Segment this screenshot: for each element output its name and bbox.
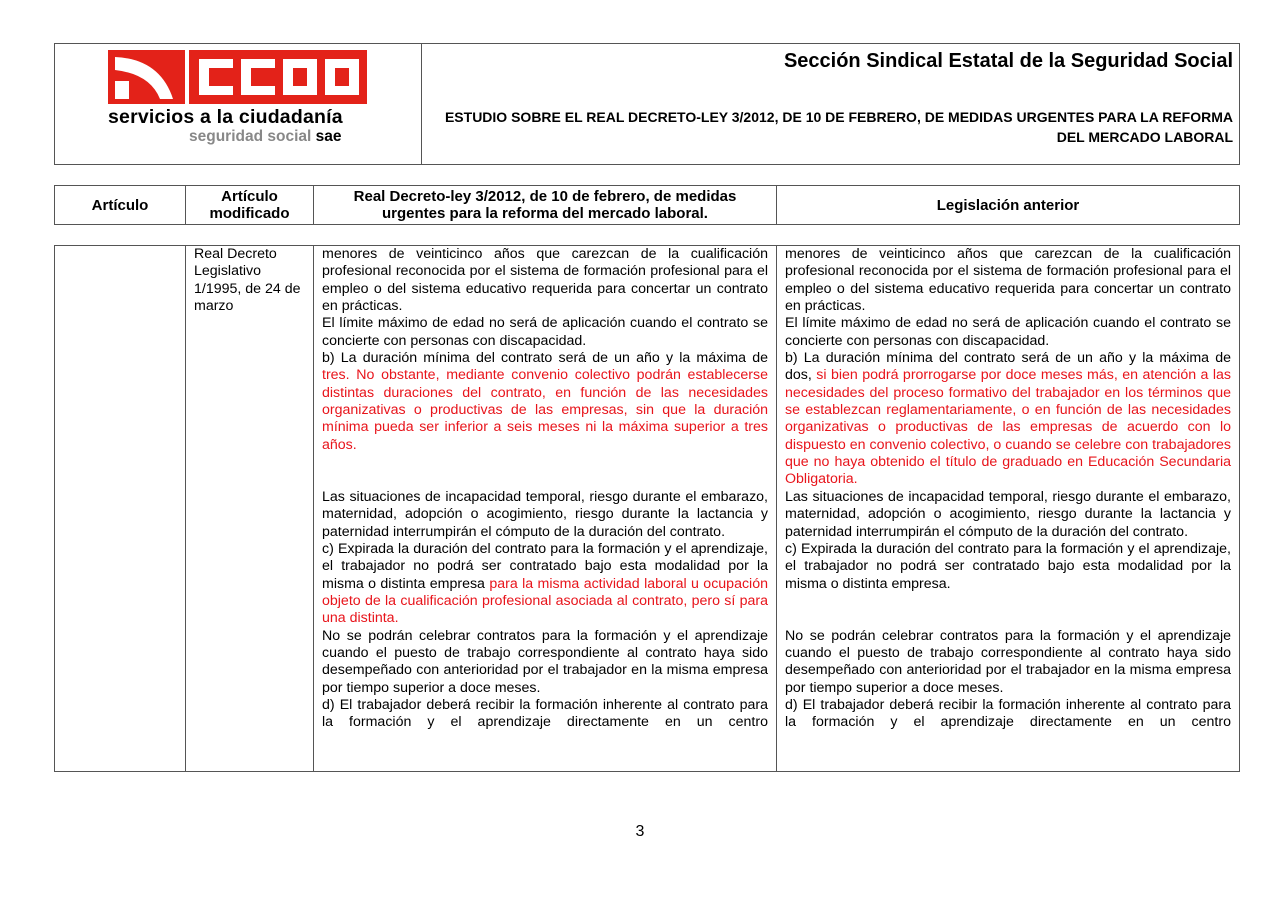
column-headers bbox=[54, 185, 1240, 225]
cell-articulo bbox=[55, 246, 186, 771]
logo-line2-dark: sae bbox=[315, 128, 342, 145]
logo-line2-gray: seguridad social bbox=[189, 128, 312, 145]
text-run: Las situaciones de incapacidad temporal, riesgo durante el embarazo, maternidad, adopción o acogimiento, riesgo durante la lactancia y paternidad interrumpirán el cómputo de la duración del contrato. bbox=[322, 488, 768, 540]
paragraph bbox=[322, 315, 768, 350]
logo bbox=[55, 44, 422, 164]
cell-legislacion-anterior-text bbox=[777, 246, 1239, 771]
text-run: El límite máximo de edad no será de aplicación cuando el contrato se concierte con personas con discapacidad. bbox=[322, 315, 768, 349]
paragraph bbox=[785, 489, 1231, 541]
paragraph bbox=[322, 350, 768, 454]
header-real-decreto: Real Decreto-ley 3/2012, de 10 de febrero, de medidas urgentes para la reforma del mercado laboral. bbox=[314, 186, 777, 224]
logo-line2 bbox=[189, 128, 342, 146]
paragraph bbox=[785, 541, 1231, 593]
paragraph bbox=[322, 697, 768, 732]
text-run: menores de veinticinco años que carezcan de la cualificación profesional reconocida por el sistema de formación profesional para el empleo o del sistema educativo requerida para concertar un contrato en prácticas. bbox=[785, 246, 1231, 315]
comparison-table bbox=[54, 245, 1240, 772]
paragraph bbox=[785, 315, 1231, 350]
text-run: No se podrán celebrar contratos para la formación y el aprendizaje cuando el puesto de trabajo correspondiente al contrato haya sido desempeñado con anterioridad por el trabajador en la misma empresa por tiempo superior a doce meses. bbox=[785, 627, 1231, 696]
paragraph bbox=[785, 350, 1231, 489]
text-run: c) Expirada la duración del contrato para la formación y el aprendizaje, el trabajador no podrá ser contratado bajo esta modalidad por la misma o distinta empresa bbox=[322, 540, 768, 592]
text-run: b) La duración mínima del contrato será de un año y la máxima de bbox=[322, 350, 768, 367]
text-run: menores de veinticinco años que carezcan de la cualificación profesional reconocida por el sistema de formación profesional para el empleo o del sistema educativo requerida para concertar un contrato en prácticas. bbox=[322, 246, 768, 315]
paragraph bbox=[322, 541, 768, 628]
cell-real-decreto-text bbox=[314, 246, 777, 771]
ccoo-logo-icon bbox=[55, 44, 421, 114]
header-articulo: Artículo bbox=[55, 186, 186, 224]
text-run: d) El trabajador deberá recibir la formación inherente al contrato para la formación y el aprendizaje directamente en un centro bbox=[322, 696, 768, 731]
logo-line1: servicios a la ciudadanía bbox=[108, 106, 343, 128]
blank-line bbox=[785, 593, 1231, 610]
cell-articulo-modificado: Real Decreto Legislativo 1/1995, de 24 de marzo bbox=[186, 246, 314, 771]
section-title: Sección Sindical Estatal de la Seguridad Social bbox=[783, 50, 1233, 72]
page-number: 3 bbox=[635, 823, 645, 840]
blank-line bbox=[322, 471, 768, 488]
paragraph bbox=[785, 697, 1231, 732]
text-run: Las situaciones de incapacidad temporal, riesgo durante el embarazo, maternidad, adopción o acogimiento, riesgo durante la lactancia y paternidad interrumpirán el cómputo de la duración del contrato. bbox=[785, 488, 1231, 540]
paragraph bbox=[785, 246, 1231, 315]
paragraph bbox=[322, 628, 768, 697]
text-run: d) El trabajador deberá recibir la formación inherente al contrato para la formación y el aprendizaje directamente en un centro bbox=[785, 696, 1231, 731]
study-title: ESTUDIO SOBRE EL REAL DECRETO-LEY 3/2012, DE 10 DE FEBRERO, DE MEDIDAS URGENTES PARA LA REFORMA DEL MERCADO LABORAL bbox=[444, 109, 1233, 145]
changed-text: tres. No obstante, mediante convenio colectivo podrán establecerse distintas duraciones del contrato, en función de las necesidades organizativas o productivas de las empresas, sin que la duración mínima pueda ser inferior a seis meses ni la máxima superior a tres años. bbox=[322, 367, 768, 453]
header-legislacion-anterior: Legislación anterior bbox=[936, 196, 1080, 214]
text-run: El límite máximo de edad no será de aplicación cuando el contrato se concierte con personas con discapacidad. bbox=[785, 315, 1231, 349]
header-articulo-modificado: Artículo modificado bbox=[186, 186, 314, 224]
changed-text: para la misma actividad laboral u ocupación objeto de la cualificación profesional asociada al contrato, pero sí para una distinta. bbox=[322, 575, 768, 627]
text-run: c) Expirada la duración del contrato para la formación y el aprendizaje, el trabajador no podrá ser contratado bajo esta modalidad por la misma o distinta empresa. bbox=[785, 540, 1231, 592]
text-run: b) La duración mínima del contrato será de un año y la máxima de dos, bbox=[785, 350, 1231, 384]
document-header bbox=[54, 43, 1240, 165]
paragraph bbox=[785, 628, 1231, 697]
paragraph bbox=[322, 489, 768, 541]
text-run: No se podrán celebrar contratos para la formación y el aprendizaje cuando el puesto de trabajo correspondiente al contrato haya sido desempeñado con anterioridad por el trabajador en la misma empresa por tiempo superior a doce meses. bbox=[322, 627, 768, 696]
paragraph bbox=[322, 246, 768, 315]
changed-text: si bien podrá prorrogarse por doce meses más, en atención a las necesidades del proceso formativo del trabajador en los términos que se establezcan reglamentariamente, o en función de las necesidades organizativas o productivas de las empresas de acuerdo con lo dispuesto en convenio colectivo, o cuando se celebre con trabajadores que no haya obtenido el título de graduado en Educación Secundaria Obligatoria. bbox=[785, 367, 1231, 488]
blank-line bbox=[785, 610, 1231, 627]
blank-line bbox=[322, 454, 768, 471]
